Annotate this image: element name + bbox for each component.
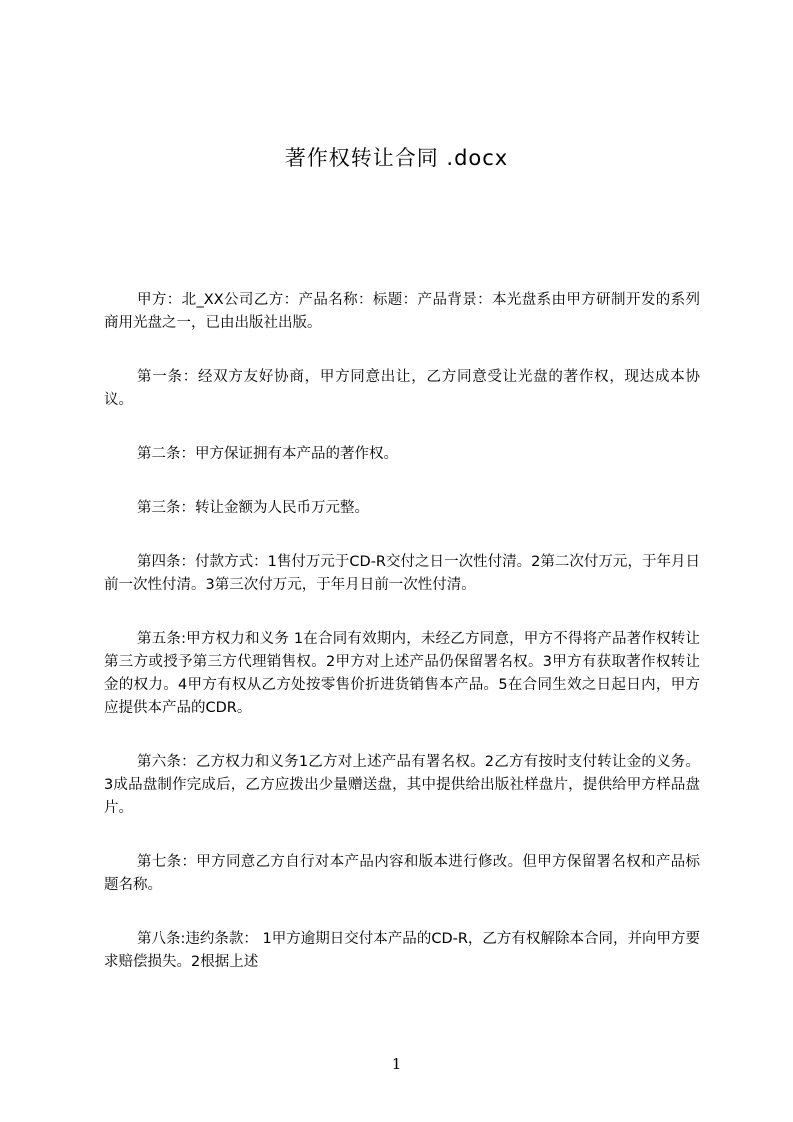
document-title: 著作权转让合同 .docx (284, 146, 509, 170)
paragraph-article-2: 第二条：甲方保证拥有本产品的著作权。 (137, 446, 398, 462)
paragraph-article-5: 第五条:甲方权力和义务 1在合同有效期内，未经乙方同意，甲方不得将产品著作权转让第三方或授予第三方代理销售权。2甲方对上述产品仍保留署名权。3甲方有获取著作权转让金的权力。4甲方有权从乙方处按零售价折进货销售本产品。5在合同生效之日起日内，甲方应提供本产品的CDR。 (104, 631, 700, 716)
paragraph-article-6: 第六条：乙方权力和义务1乙方对上述产品有署名权。2乙方有按时支付转让金的义务。3成品盘制作完成后，乙方应拨出少量赠送盘，其中提供给出版社样盘片，提供给甲方样品盘片。 (104, 754, 700, 816)
paragraph-parties: 甲方：北_XX公司乙方：产品名称：标题：产品背景：本光盘系由甲方研制开发的系列商用光盘之一，已由出版社出版。 (104, 292, 700, 331)
paragraph-article-1: 第一条：经双方友好协商，甲方同意出让，乙方同意受让光盘的著作权，现达成本协议。 (104, 369, 700, 408)
page-number: 1 (391, 1055, 402, 1073)
paragraph-article-7: 第七条：甲方同意乙方自行对本产品内容和版本进行修改。但甲方保留署名权和产品标题名称。 (104, 854, 700, 893)
paragraph-article-4: 第四条：付款方式：1售付万元于CD-R交付之日一次性付清。2第二次付万元，于年月日前一次性付清。3第三次付万元，于年月日前一次性付清。 (104, 554, 700, 593)
paragraph-article-3: 第三条：转让金额为人民币万元整。 (137, 500, 369, 516)
document-body (104, 289, 700, 1005)
paragraph-article-8: 第八条:违约条款： 1甲方逾期日交付本产品的CD-R，乙方有权解除本合同，并向甲方要求赔偿损失。2根据上述 (104, 931, 700, 970)
